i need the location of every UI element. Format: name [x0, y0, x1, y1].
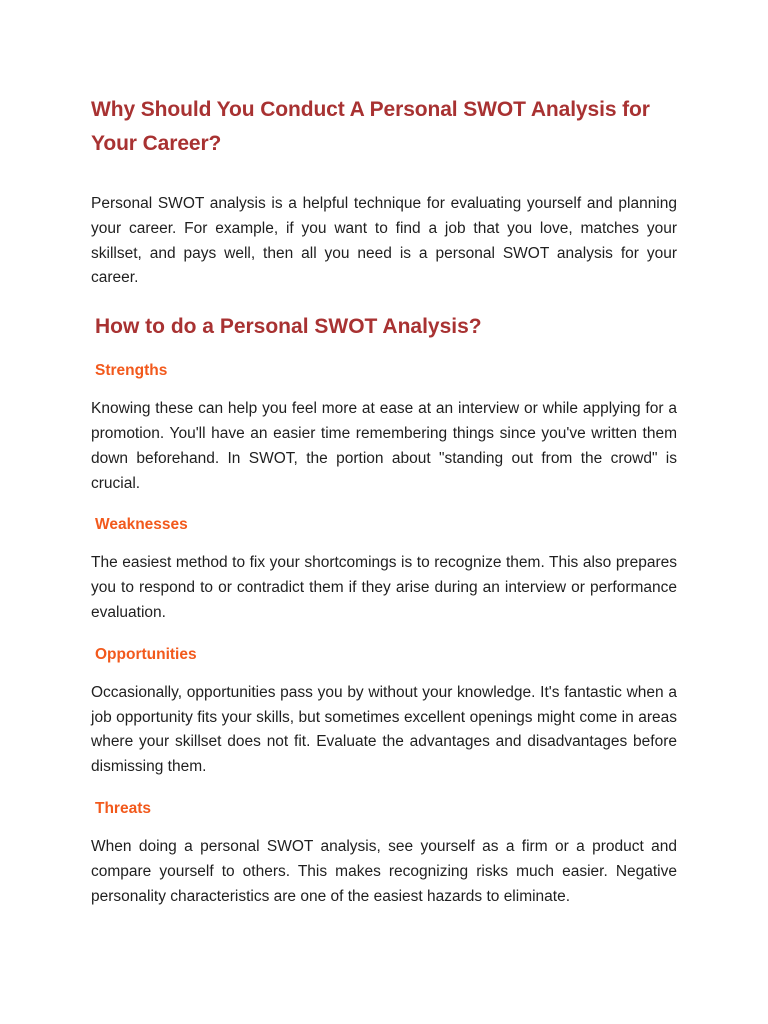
section-weaknesses: [91, 514, 677, 625]
subtitle-heading: How to do a Personal SWOT Analysis?: [95, 315, 482, 339]
section-strengths: [91, 360, 677, 496]
section-threats: [91, 798, 677, 909]
intro-paragraph: Personal SWOT analysis is a helpful technique for evaluating yourself and planning your career. For example, if you want to find a job that you love, matches your skillset, and pays well, then all you need is a personal SWOT analysis for your career.: [91, 195, 677, 287]
section-body-weaknesses: The easiest method to fix your shortcomings is to recognize them. This also prepares you to respond to or contradict them if they arise during an interview or performance evaluation.: [91, 554, 677, 621]
section-body-strengths: Knowing these can help you feel more at ease at an interview or while applying for a promotion. You'll have an easier time remembering things since you've written them down beforehand. In SWOT, the portion about "standing out from the crowd" is crucial.: [91, 400, 677, 492]
page-title: Why Should You Conduct A Personal SWOT Analysis for Your Career?: [91, 98, 650, 155]
section-heading-threats: Threats: [95, 799, 151, 817]
section-body-opportunities: Occasionally, opportunities pass you by without your knowledge. It's fantastic when a job opportunity fits your skills, but sometimes excellent openings might come in areas where your skillset does not fit. Evaluate the advantages and disadvantages before dismissing them.: [91, 683, 677, 776]
section-body-threats: When doing a personal SWOT analysis, see yourself as a firm or a product and compare yourself to others. This makes recognizing risks much easier. Negative personality characteristics are one of the easiest hazards to eliminate.: [91, 837, 677, 905]
section-heading-strengths: Strengths: [95, 362, 168, 380]
section-opportunities: [91, 644, 677, 780]
section-heading-weaknesses: Weaknesses: [95, 516, 188, 534]
section-heading-opportunities: Opportunities: [95, 645, 197, 663]
